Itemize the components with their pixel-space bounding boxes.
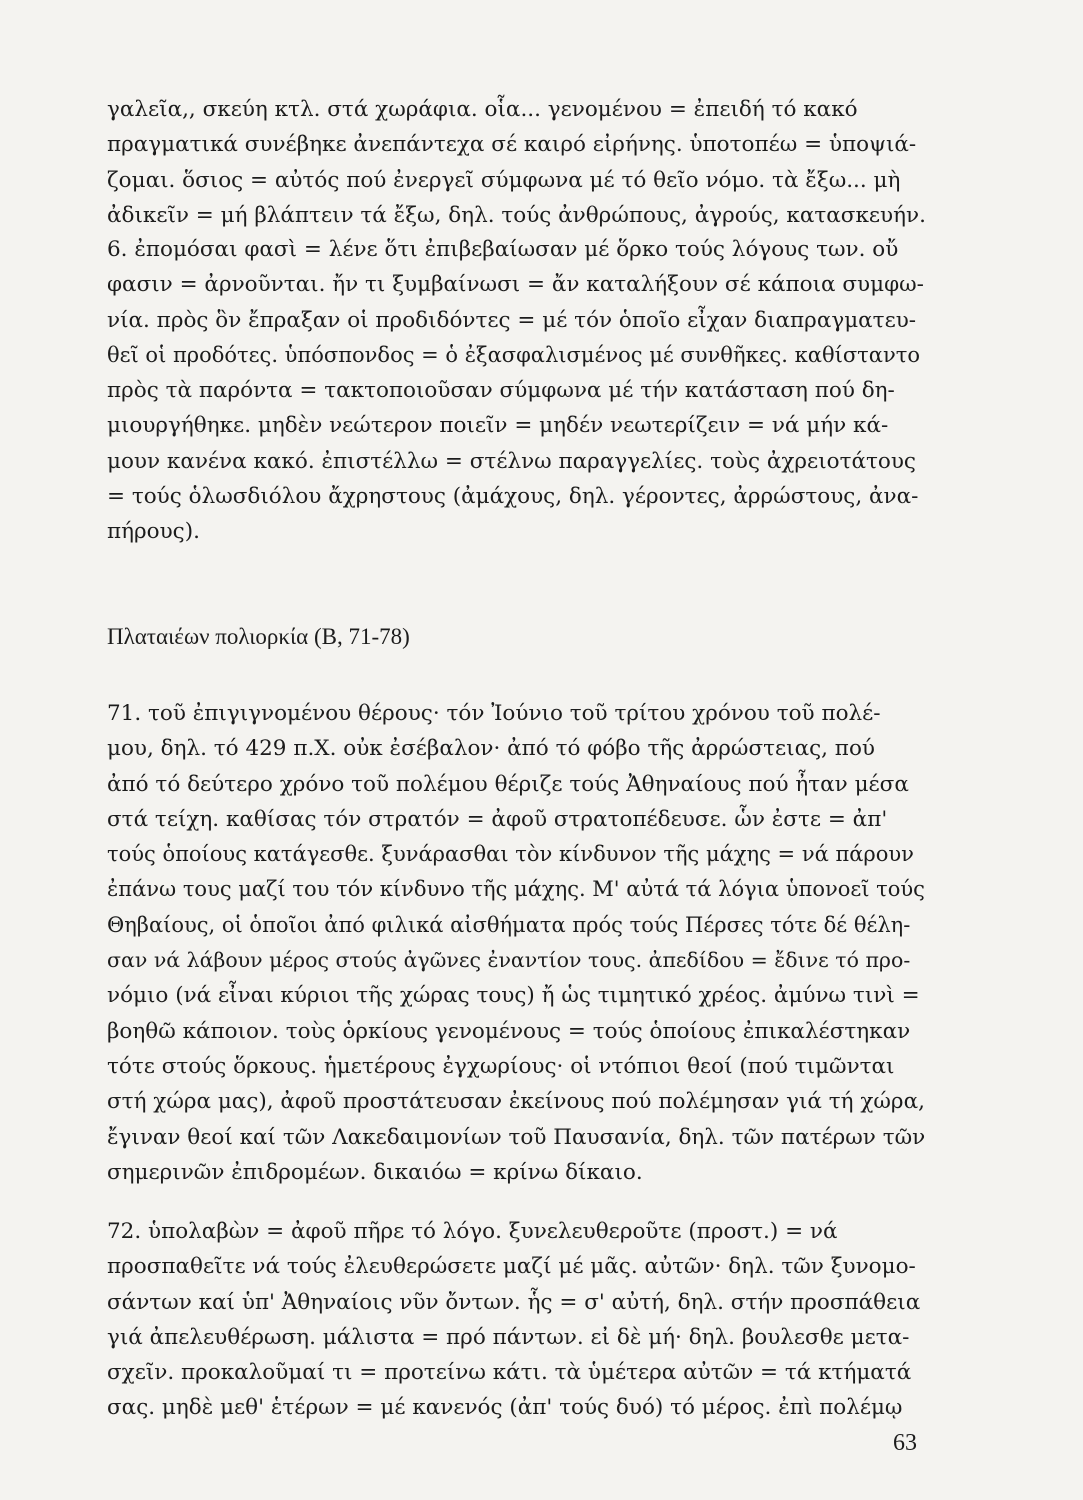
text-line: βοηθῶ κάποιον. τοὺς ὁρκίους γενομένους = τούς ὁποίους ἐπικαλέστηκαν: [107, 1018, 911, 1044]
commentary-block-6: [107, 232, 927, 550]
text-line: στά τείχη. καθίσας τόν στρατόν = ἀφοῦ στρατοπέδευσε. ὧν ἐστε = ἀπ': [107, 806, 888, 832]
text-line: ζομαι. ὅσιος = αὐτός πού ἐνεργεῖ σύμφωνα μέ τό θεῖο νόμο. τὰ ἔξω... μὴ: [107, 167, 901, 193]
text-line: πρὸς τὰ παρόντα = τακτοποιοῦσαν σύμφωνα μέ τήν κατάσταση πού δη-: [107, 378, 895, 404]
text-line: σαν νά λάβουν μέρος στούς ἀγῶνες ἐναντίον τους. ἀπεδίδου = ἔδινε τό προ-: [107, 948, 911, 973]
text-line: τούς ὁποίους κατάγεσθε. ξυνάρασθαι τὸν κίνδυνον τῆς μάχης = νά πάρουν: [107, 842, 914, 867]
text-line: ἔγιναν θεοί καί τῶν Λακεδαιμονίων τοῦ Παυσανία, δηλ. τῶν πατέρων τῶν: [107, 1124, 926, 1150]
text-line: προσπαθεῖτε νά τούς ἐλευθερώσετε μαζί μέ μᾶς. αὐτῶν· δηλ. τῶν ξυνομο-: [107, 1254, 916, 1280]
text-line: γιά ἀπελευθέρωση. μάλιστα = πρό πάντων. εἰ δὲ μή· δηλ. βουλεσθε μετα-: [107, 1324, 910, 1350]
text-line: σχεῖν. προκαλοῦμαί τι = προτείνω κάτι. τὰ ὑμέτερα αὐτῶν = τά κτήματά: [107, 1360, 912, 1386]
text-line: ἀπό τό δεύτερο χρόνο τοῦ πολέμου θέριζε τούς Ἀθηναίους πού ἦταν μέσα: [107, 771, 909, 797]
text-line: γαλεῖα,, σκεύη κτλ. στά χωράφια. οἷα... γενομένου = ἐπειδή τό κακό: [107, 97, 858, 122]
text-line: 72. ὑπολαβὼν = ἀφοῦ πῆρε τό λόγο. ξυνελευθεροῦτε (προστ.) = νά: [107, 1219, 838, 1244]
text-line: μου, δηλ. τό 429 π.Χ. οὐκ ἐσέβαλον· ἀπό τό φόβο τῆς ἀρρώστειας, πού: [107, 736, 875, 762]
text-line: φασιν = ἀρνοῦνται. ἤν τι ξυμβαίνωσι = ἄν καταλήξουν σέ κάποια συμφω-: [107, 272, 924, 298]
text-line: πραγματικά συνέβηκε ἀνεπάντεχα σέ καιρό εἰρήνης. ὑποτοπέω = ὑποψιά-: [107, 132, 917, 158]
text-line: μουν κανένα κακό. ἐπιστέλλω = στέλνω παραγγελίες. τοὺς ἀχρειοτάτους: [107, 448, 916, 474]
text-line: πήρους).: [107, 519, 200, 545]
text-line: ἀδικεῖν = μή βλάπτειν τά ἔξω, δηλ. τούς ἀνθρώπους, ἀγρούς, κατασκευήν.: [107, 202, 926, 228]
text-line: στή χώρα μας), ἀφοῦ προστάτευσαν ἐκείνους πού πολέμησαν γιά τή χώρα,: [107, 1089, 925, 1115]
commentary-block-72: [107, 1214, 927, 1426]
commentary-block-71: [107, 696, 927, 1190]
section-heading: Πλαταιέων πολιορκία (Β, 71-78): [107, 624, 410, 649]
text-line: νία. πρὸς ὃν ἔπραξαν οἱ προδιδόντες = μέ τόν ὁποῖο εἶχαν διαπραγματευ-: [107, 307, 917, 333]
page-number: 63: [893, 1430, 917, 1456]
text-line: νόμιο (νά εἶναι κύριοι τῆς χώρας τους) ἤ ὡς τιμητικό χρέος. ἀμύνω τινὶ =: [107, 983, 920, 1009]
text-line: θεῖ οἱ προδότες. ὑπόσπονδος = ὁ ἐξασφαλισμένος μέ συνθῆκες. καθίσταντο: [107, 342, 920, 367]
text-line: 71. τοῦ ἐπιγιγνομένου θέρους· τόν Ἰούνιο τοῦ τρίτου χρόνου τοῦ πολέ-: [107, 701, 881, 726]
text-line: = τούς ὁλωσδιόλου ἄχρηστους (ἀμάχους, δηλ. γέροντες, ἀρρώστους, ἀνα-: [107, 484, 919, 510]
text-line: 6. ἐπομόσαι φασὶ = λένε ὅτι ἐπιβεβαίωσαν μέ ὅρκο τούς λόγους των. οὔ: [107, 237, 899, 262]
text-line: τότε στούς ὅρκους. ἡμετέρους ἐγχωρίους· οἱ ντόπιοι θεοί (πού τιμῶνται: [107, 1053, 895, 1079]
commentary-block-continuation: [107, 92, 927, 233]
text-line: σημερινῶν ἐπιδρομέων. δικαιόω = κρίνω δίκαιο.: [107, 1159, 643, 1185]
text-line: σας. μηδὲ μεθ' ἑτέρων = μέ κανενός (ἀπ' τούς δυό) τό μέρος. ἐπὶ πολέμῳ: [107, 1395, 903, 1421]
text-line: μιουργήθηκε. μηδὲν νεώτερον ποιεῖν = μηδέν νεωτερίζειν = νά μήν κά-: [107, 413, 889, 439]
text-line: σάντων καί ὑπ' Ἀθηναίοις νῦν ὄντων. ἧς = σ' αὐτή, δηλ. στήν προσπάθεια: [107, 1289, 921, 1315]
text-line: ἐπάνω τους μαζί του τόν κίνδυνο τῆς μάχης. Μ' αὐτά τά λόγια ὑπονοεῖ τούς: [107, 877, 925, 902]
text-line: Θηβαίους, οἱ ὁποῖοι ἀπό φιλικά αἰσθήματα πρός τούς Πέρσες τότε δέ θέλη-: [107, 912, 911, 937]
